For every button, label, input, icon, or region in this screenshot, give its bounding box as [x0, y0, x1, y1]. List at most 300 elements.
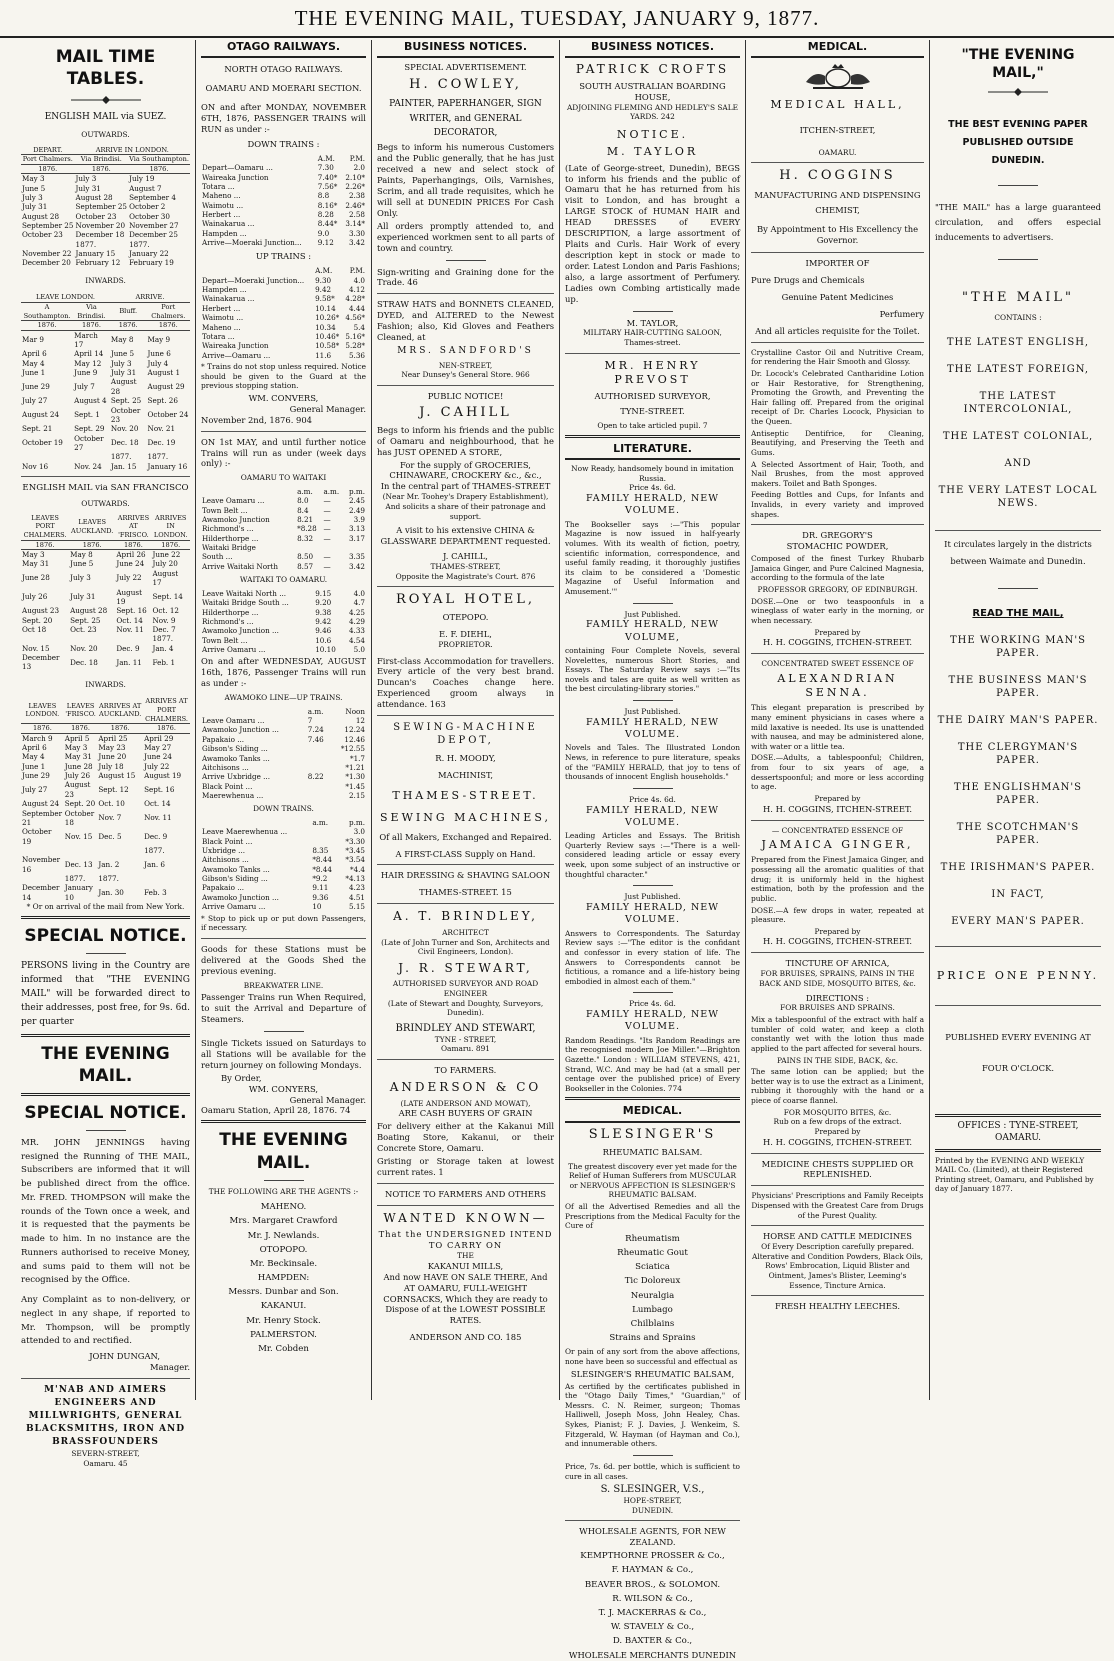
gregory-composed: Composed of the finest Turkey Rhubarb Jamaica Ginger, and Pure Calcined Magnesia, according to the formula of the late	[751, 554, 924, 583]
list-item: Mr. Beckinsale.	[249, 1258, 318, 1269]
table-row	[21, 377, 190, 396]
best-evening-paper: THE BEST EVENING PAPER PUBLISHED OUTSIDE DUNEDIN.	[948, 119, 1088, 167]
ginger-conc: — CONCENTRATED ESSENCE OF	[771, 825, 904, 835]
table-cell: August 28	[75, 192, 113, 202]
list-item: THE LATEST ENGLISH,	[946, 337, 1090, 349]
column-mail-time-tables	[16, 40, 196, 1468]
table-row	[21, 249, 190, 258]
single-tickets: Single Tickets issued on Saturdays to all Stations will be available for the return journey on following Mondays.	[201, 1037, 366, 1070]
table-row	[201, 351, 366, 360]
professor-gregory: PROFESSOR GREGORY, OF EDINBURGH.	[757, 585, 918, 595]
table-cell: 2.15	[348, 790, 365, 800]
table-cell: Nov. 11	[144, 813, 172, 823]
rheumatic-balsam: RHEUMATIC BALSAM.	[602, 1146, 703, 1157]
wanted-known: WANTED KNOWN—	[383, 1210, 548, 1225]
table-row	[201, 772, 366, 781]
table-cell: 9.38	[315, 607, 332, 617]
table-cell: Arrive—Oamaru ...	[202, 350, 271, 360]
table-cell: 4.12	[348, 285, 365, 295]
printed-by: Printed by the EVENING AND WEEKLY MAIL Co. (Limited), at their Registered Printing street, Oamaru, and Published by day of January 1877.	[935, 1155, 1094, 1194]
table-head: A Southampton.	[21, 302, 73, 320]
table-cell: 10.10	[315, 644, 336, 654]
sewing-exchanged: Of all Makers, Exchanged and Repaired.	[379, 831, 552, 842]
diehl-name: E. F. DIEHL,	[439, 629, 492, 640]
table-cell: May 3	[22, 550, 45, 560]
table-cell	[21, 874, 64, 883]
sewing-depot: SEWING-MACHINE DEPOT,	[393, 722, 538, 747]
taylor-text: (Late of George-street, Dunedin), BEGS to inform his friends and the public of Oamaru that he has returned from his visit to London, and has brought a LARGE STOCK of HUMAN HAIR and HEAD DRESSES of EVERY DESCRIPTION, a large assortment of Plaits and Curls. Hair Work of every description kept in stock or made to order. Latest London and Paris Fashions; also, a large assortment of Perfumery. Ladies own Combing artistically made up.	[565, 162, 740, 304]
table-cell: June 28	[64, 761, 93, 771]
table-row	[201, 552, 366, 561]
fh6-price: Price 4s. 6d.	[629, 999, 676, 1009]
table-cell: *3.54	[345, 855, 365, 865]
table-cell: 5.28*	[345, 341, 365, 351]
table-cell: July 26	[22, 592, 48, 602]
table-cell: December 13	[22, 653, 60, 672]
table-cell: June 22	[152, 550, 181, 560]
table-cell: May 3	[22, 174, 45, 184]
table-row	[201, 645, 366, 654]
station-date: Oamaru Station, April 28, 1876. 74	[201, 1105, 351, 1116]
railway-note: * Trains do not stop unless required. Notice should be given to the Guard at the previous stopping station.	[201, 361, 366, 391]
list-item: THE LATEST INTERCOLONIAL,	[963, 391, 1073, 416]
ailment-list	[565, 1234, 740, 1344]
list-item: AND	[1004, 458, 1032, 470]
table-cell: *1.30	[345, 772, 365, 782]
table-head: ARRIVE.	[110, 293, 190, 302]
table-cell: April 6	[22, 349, 47, 359]
table-head: 1876.	[143, 724, 190, 734]
table-cell: Oct. 14	[144, 799, 171, 809]
table-row	[201, 294, 366, 303]
prevost-pupil: Open to take articled pupil. 7	[597, 421, 708, 431]
offices: OFFICES : TYNE-STREET, OAMARU.	[957, 1121, 1079, 1143]
table-cell: July 22	[116, 573, 142, 583]
table-cell: September 25	[22, 220, 74, 230]
prepared-by-2: Prepared by	[814, 793, 861, 803]
slesinger-balsam-2: SLESINGER'S RHEUMATIC BALSAM,	[570, 1368, 735, 1379]
breakwater-text: Passenger Trains run When Required, to suit the Arrival and Departure of Steamers.	[201, 992, 366, 1025]
table-cell: May 12	[74, 358, 102, 368]
kakanui-mills: KAKANUI MILLS,	[427, 1260, 504, 1271]
slesinger-name: SLESINGER'S	[588, 1126, 717, 1142]
table-head: ARRIVES AT AUCKLAND.	[97, 697, 143, 723]
table-row	[201, 191, 366, 200]
table-cell: October 23	[22, 230, 63, 240]
prevost-title: AUTHORISED SURVEYOR,	[594, 391, 711, 402]
list-item: IN FACT,	[991, 889, 1045, 901]
cowley-name: H. COWLEY,	[409, 77, 522, 93]
table-cell: July 31	[22, 202, 48, 212]
table-cell: January 15	[75, 249, 116, 259]
table-row	[201, 782, 366, 791]
toilet-articles: And all articles requisite for the Toilet.	[755, 325, 920, 336]
section-title: OAMARU AND MOERARI SECTION.	[205, 83, 362, 94]
table-row	[21, 874, 190, 883]
table-cell: Richmond's ...	[202, 616, 254, 626]
pains-text: The same lotion can be applied; but the better way is to use the extract as a Liniment, rubbing it thoroughly with the hand or a piece of coarse flannel.	[751, 1067, 924, 1106]
list-item: Mr. Cobden	[258, 1343, 309, 1354]
table-cell: Oct 18	[22, 624, 47, 634]
mail-time-tables-title: MAIL TIME TABLES.	[55, 47, 156, 90]
table-cell: May 9	[147, 335, 171, 345]
stewart-name: J. R. STEWART,	[398, 960, 533, 975]
table-cell	[21, 634, 69, 643]
table-cell: May 31	[64, 752, 92, 762]
table-cell: Jan. 4	[152, 643, 174, 653]
brindley-architect: ARCHITECT	[442, 927, 489, 937]
table-head: 1876.	[115, 540, 151, 550]
table-head: Port Chalmers.	[22, 155, 73, 164]
table-cell: 4.56*	[345, 313, 365, 323]
ornament-rule-icon	[988, 88, 1048, 96]
stop-note: * Stop to pick up or put down Passengers, if necessary.	[201, 913, 366, 933]
column-medical	[746, 40, 930, 1400]
prevost-street: TYNE-STREET.	[620, 406, 685, 417]
kakanui-sale: And now HAVE ON SALE THERE, And AT OAMARU, FULL-WEIGHT CORNSACKS, Which they are ready to Dispose of at the LOWEST POSSIBLE RATES.	[383, 1271, 548, 1326]
list-item: Lumbago	[632, 1304, 673, 1315]
table-head: LEAVE LONDON.	[21, 293, 110, 302]
table-cell: South ...	[202, 552, 233, 562]
table-cell: 7.30	[317, 163, 334, 173]
table-cell: May 4	[22, 752, 45, 762]
table-cell	[307, 744, 331, 753]
table-cell: August 29	[147, 382, 185, 392]
awamoko-table	[201, 707, 366, 801]
table-head: ARRIVES IN LONDON.	[151, 514, 190, 540]
fh2-text: containing Four Complete Novels, several Novelettes, numerous Short Stories, and Essays. The Saturday Review says :—"Its novels and tales are quite as well written as the best circulating-library stories."	[565, 645, 740, 694]
list-item: THE WORKING MAN'S PAPER.	[949, 635, 1087, 660]
newspaper-page	[16, 40, 1106, 1661]
table-head: LEAVES PORT CHALMERS.	[21, 514, 69, 540]
table-cell: Awamoko Junction ...	[202, 626, 279, 636]
table-cell: 4.7	[353, 598, 365, 608]
arnica-sub: FOR BRUISES, SPRAINS, PAINS IN THE BACK AND SIDE, MOSQUITO BITES, &c.	[759, 969, 916, 988]
table-cell: Jan. 15	[110, 461, 137, 471]
table-cell: 11.6	[315, 350, 332, 360]
table-cell: Nov. 9	[152, 615, 176, 625]
table-cell: 5.15	[348, 902, 365, 912]
slesinger-town: DUNEDIN.	[631, 1505, 674, 1515]
table-cell: June 5	[22, 183, 46, 193]
table-cell: 4.25	[348, 607, 365, 617]
wednesday-notice: On and after WEDNESDAY, AUGUST 16th, 1876, Passenger Trains will run as under :-	[201, 656, 366, 689]
table-cell: Aitchisons ...	[202, 762, 249, 772]
prescriptions: Physicians' Prescriptions and Family Receipts Dispensed with the Greatest Care from Drugs of the Purest Quality.	[751, 1191, 924, 1220]
table-head: A.M.	[317, 153, 335, 163]
table-cell: February 19	[129, 258, 174, 268]
dentifrice: Antiseptic Dentifrice, for Cleaning, Beautifying, and Preserving the Teeth and Gums.	[751, 428, 924, 457]
table-cell: *1.21	[345, 762, 365, 772]
table-cell: Dec. 18	[110, 438, 139, 448]
wholesale-agents: WHOLESALE AGENTS, FOR NEW ZEALAND.	[579, 1526, 726, 1548]
table-row	[21, 771, 190, 780]
sandford-street: NEN-STREET,	[438, 360, 493, 370]
table-cell: November 22	[22, 249, 72, 259]
table-row	[21, 846, 190, 855]
fh1-text: The Bookseller says :—"This popular Magazine is now issued in half-yearly volumes. With its wealth of fiction, poetry, scientific information, correspondence, and useful family reading, it thoroughly justifies its claim to be considered a 'Domestic Magazine of Useful Information and Amusement.'"	[565, 519, 740, 597]
table-cell: 4.54	[348, 635, 365, 645]
table-cell: December 14	[22, 883, 60, 902]
table-cell: 3.17	[348, 533, 365, 543]
table-cell: August 28	[70, 606, 108, 616]
table-cell: August 28	[22, 211, 60, 221]
crofts-adjoining: ADJOINING FLEMING AND HEDLEY'S SALE YARDS. 242	[566, 102, 739, 122]
table-cell: 12.24	[344, 725, 365, 735]
table-cell: Maheno ...	[202, 322, 241, 332]
table-cell: Sept. 16	[144, 785, 175, 795]
table-cell: January 22	[129, 249, 169, 259]
business-notices-title: BUSINESS NOTICES.	[377, 40, 554, 58]
table-cell: 9.36	[312, 892, 329, 902]
cahill-toohey: (Near Mr. Toohey's Drapery Establishment), And solicits a share of their patronage and support.	[382, 492, 549, 521]
guaranteed-circulation: "THE MAIL" has a large guaranteed circulation, and offers especial inducements to advertisers.	[935, 201, 1101, 242]
table-cell: 12	[355, 716, 365, 726]
cowley-trade: PAINTER, PAPERHANGER, SIGN WRITER, and GENERAL DECORATOR,	[389, 99, 542, 138]
list-item: THE BUSINESS MAN'S PAPER.	[948, 675, 1088, 700]
suez-outwards: OUTWARDS.	[81, 129, 130, 139]
read-the-mail: READ THE MAIL,	[972, 608, 1064, 620]
table-cell: 3.13	[348, 524, 365, 534]
table-cell: Nov. 15	[64, 831, 93, 841]
table-cell: January 10	[64, 883, 93, 902]
table-cell: June 24	[144, 752, 172, 762]
agents-heading: THE FOLLOWING ARE THE AGENTS :-	[208, 1186, 359, 1196]
importer-of: IMPORTER OF	[805, 258, 870, 269]
table-cell: Waimotu ...	[202, 200, 244, 210]
table-row	[201, 163, 366, 172]
list-item: W. STAVELY & Co.,	[610, 1622, 695, 1633]
anderson-sign: ANDERSON AND CO. 185	[409, 1332, 522, 1343]
table-head: a.m.	[323, 486, 340, 496]
fh4-price: Price 4s. 6d.	[629, 794, 676, 804]
table-cell: September 4	[129, 192, 176, 202]
oamaru-to-waitaki: OAMARU TO WAITAKI	[240, 473, 327, 483]
table-cell: 9.12	[317, 238, 334, 248]
table-cell: 4.29	[348, 616, 365, 626]
table-cell: Sept. 20	[64, 799, 96, 809]
table-cell: Leave Oamaru ...	[202, 496, 265, 506]
stomachic-powder: STOMACHIC POWDER,	[786, 541, 889, 552]
papers-list	[935, 634, 1101, 928]
table-cell: 7	[307, 716, 313, 726]
table-cell: 10.26*	[315, 313, 340, 323]
table-cell: 2.49	[348, 505, 365, 515]
taylor-saloon: MILITARY HAIR-CUTTING SALOON,	[583, 328, 722, 338]
now-ready: Now Ready, handsomely bound in imitation Russia.	[571, 464, 734, 483]
table-row	[21, 644, 190, 653]
fh5-title: FAMILY HERALD, NEW VOLUME.	[586, 901, 719, 926]
cahill-central: In the central part of THAMES-STREET	[380, 481, 551, 492]
cahill-visit: A visit to his extensive CHINA & GLASSWARE DEPARTMENT requested.	[380, 525, 551, 547]
just-published-3: Just Published.	[624, 892, 681, 902]
table-cell: *1.45	[345, 781, 365, 791]
list-item: MAHENO.	[260, 1202, 307, 1213]
table-cell: December 20	[22, 258, 71, 268]
crofts-house: SOUTH AUSTRALIAN BOARDING HOUSE,	[579, 80, 726, 102]
mnab-town: Oamaru. 45	[83, 1458, 128, 1468]
table-cell: July 20	[152, 559, 178, 569]
table-cell: Totara ...	[202, 181, 235, 191]
table-row	[201, 496, 366, 505]
table-row	[201, 744, 366, 753]
directions: DIRECTIONS :	[805, 992, 870, 1003]
table-row	[201, 313, 366, 322]
table-cell: *1.7	[349, 753, 365, 763]
table-cell: 2.10*	[345, 172, 365, 182]
table-cell: Leave Waitaki North ...	[202, 588, 287, 598]
coggins-appointment: By Appointment to His Excellency the Governor.	[756, 224, 919, 246]
coggins-name: H. COGGINS	[779, 168, 896, 184]
waitaki-to-table	[201, 487, 366, 571]
table-cell: May 31	[22, 559, 50, 569]
table-head: P.M.	[349, 266, 365, 276]
evening-mail-agents-title: THE EVENING MAIL.	[219, 1130, 348, 1173]
horse-medicines: HORSE AND CATTLE MEDICINES	[762, 1231, 912, 1242]
undersigned: That the UNDERSIGNED INTEND TO CARRY ON	[378, 1229, 553, 1251]
list-item: THE LATEST FOREIGN,	[946, 364, 1090, 376]
table-cell: 9.30	[315, 275, 332, 285]
table-row	[201, 341, 366, 350]
table-cell	[69, 634, 115, 643]
sf-inwards: INWARDS.	[85, 679, 126, 689]
dungan-name: JOHN DUNGAN,	[89, 1351, 160, 1362]
table-cell: 9.15	[315, 588, 332, 598]
table-row	[201, 534, 366, 543]
table-row	[201, 589, 366, 598]
table-cell: June 6	[147, 349, 171, 359]
table-cell: 7.40*	[317, 172, 338, 182]
table-cell: May 3	[64, 743, 88, 752]
cahill-opposite: Opposite the Magistrate's Court. 876	[395, 571, 536, 581]
table-cell: 4.33	[348, 626, 365, 636]
price-one-penny: PRICE ONE PENNY.	[936, 969, 1100, 983]
public-notice: PUBLIC NOTICE!	[427, 390, 504, 401]
list-item: Tic Doloreux	[624, 1276, 681, 1287]
stewart-text: (Late of Stewart and Doughty, Surveyors, Dunedin).	[387, 998, 544, 1018]
gristing-text: Gristing or Storage taken at lowest current rates. 1	[377, 1155, 554, 1177]
table-cell: July 3	[75, 174, 97, 184]
railways-title: OTAGO RAILWAYS.	[201, 40, 366, 58]
table-cell: 8.44*	[317, 219, 338, 229]
awamoko-down-title: DOWN TRAINS.	[253, 804, 314, 814]
table-row	[21, 634, 190, 643]
cahill-name-2: J. CAHILL,	[443, 551, 488, 562]
table-cell: June 29	[22, 382, 50, 392]
table-cell: Hampden ...	[202, 285, 247, 295]
table-cell: Oct. 12	[152, 606, 180, 616]
table-cell: Dec. 18	[70, 657, 98, 667]
table-cell: —	[323, 533, 331, 543]
table-cell: 3.30	[348, 228, 365, 238]
breakwater-title: BREAKWATER LINE.	[243, 980, 324, 990]
sandford-location: Near Dunsey's General Store. 966	[401, 370, 530, 380]
table-cell: July 3	[110, 358, 132, 368]
table-cell: Dec. 5	[98, 831, 122, 841]
table-cell: Aitchisons ...	[202, 855, 249, 865]
table-cell: *8.28	[297, 524, 317, 534]
contains-label: CONTAINS :	[994, 312, 1042, 322]
table-cell: 3.14*	[345, 219, 365, 229]
table-cell: 10.6	[315, 635, 332, 645]
table-cell: *12.55	[340, 744, 365, 754]
greatest-discovery: The greatest discovery ever yet made for the Relief of Human Sufferers from MUSCULAR or NERVOUS AFFECTION IS SLESINGER'S RHEUMATIC BALSAM.	[568, 1161, 737, 1200]
royal-text: First-class Accommodation for travellers. Every article of the very best brand. Duncan's Coaches change here. Experienced groom always in attendance. 163	[377, 655, 554, 710]
the-word: THE	[457, 1251, 474, 1261]
prepared-by-1: Prepared by	[814, 627, 861, 637]
list-item: T. J. MACKERRAS & Co.,	[598, 1607, 707, 1618]
table-row	[21, 174, 190, 184]
table-cell: 8.8	[317, 191, 330, 201]
table-row	[21, 349, 190, 358]
table-head: a.m.	[297, 486, 313, 496]
table-row	[201, 636, 366, 645]
table-cell: Sept. 29	[74, 424, 105, 434]
table-cell: 12.46	[344, 734, 365, 744]
table-cell	[21, 240, 75, 249]
table-row	[201, 323, 366, 332]
table-cell: July 19	[129, 174, 155, 184]
fh6-text: Random Readings. "Its Random Readings are the recognised modern Joe Miller."—Brighton Gazette." London : WILLIAM STEVENS, 421, Strand, W.C. And may be had (at a small per centage over the published price) of Every Bookseller in the Colonies. 774	[565, 1035, 740, 1093]
table-cell: Sept. 25	[70, 615, 101, 625]
table-cell: July 27	[22, 785, 48, 795]
table-cell	[307, 791, 331, 800]
sewing-supply: A FIRST-CLASS Supply on Hand.	[395, 848, 536, 859]
table-cell: 1877.	[110, 452, 132, 462]
table-cell: December 25	[129, 230, 178, 240]
list-item: HAMPDEN:	[257, 1273, 310, 1284]
list-item: Mr. J. Newlands.	[247, 1230, 320, 1241]
sf-inwards-table	[21, 697, 190, 902]
table-cell: June 29	[22, 771, 50, 781]
table-cell	[307, 782, 331, 791]
table-cell: June 1	[22, 368, 46, 378]
special-notice-title: SPECIAL NOTICE.	[24, 925, 187, 946]
table-cell: June 20	[98, 752, 127, 762]
table-cell: 10	[312, 902, 322, 912]
table-cell: 3.35	[348, 552, 365, 562]
table-cell: Leave Oamaru ...	[202, 716, 265, 726]
table-head: Noon	[345, 706, 365, 716]
list-item: PALMERSTON.	[250, 1329, 317, 1340]
list-item: THE IRISHMAN'S PAPER.	[940, 862, 1096, 874]
table-head: 1876.	[21, 540, 69, 550]
table-row	[201, 524, 366, 533]
table-head: LEAVES 'FRISCO.	[64, 697, 98, 723]
taylor-notice: NOTICE.	[616, 127, 689, 141]
ornament-rule-icon	[71, 96, 141, 104]
table-cell: 8.35	[312, 846, 329, 856]
fh3-title: FAMILY HERALD, NEW VOLUME.	[586, 716, 719, 741]
up-trains-title: UP TRAINS :	[255, 251, 312, 262]
table-cell: Sept. 26	[147, 396, 178, 406]
table-cell: 1877.	[152, 634, 174, 644]
fh4-title: FAMILY HERALD, NEW VOLUME.	[586, 804, 719, 828]
table-cell: 8.16*	[317, 200, 338, 210]
table-row	[21, 855, 190, 874]
table-row	[21, 799, 190, 808]
table-row	[201, 893, 366, 902]
table-row	[21, 827, 190, 846]
mnab-street: SEVERN-STREET,	[71, 1449, 140, 1459]
perfumery: Perfumery	[879, 308, 924, 319]
table-head: Via Brindisi.	[75, 155, 129, 165]
to-farmers: TO FARMERS.	[434, 1065, 497, 1076]
list-item: Rheumatism	[625, 1233, 680, 1244]
bruises-title: FOR BRUISES AND SPRAINS.	[780, 1003, 895, 1013]
table-cell: Wainakarua ...	[202, 294, 255, 304]
table-row	[21, 733, 190, 743]
